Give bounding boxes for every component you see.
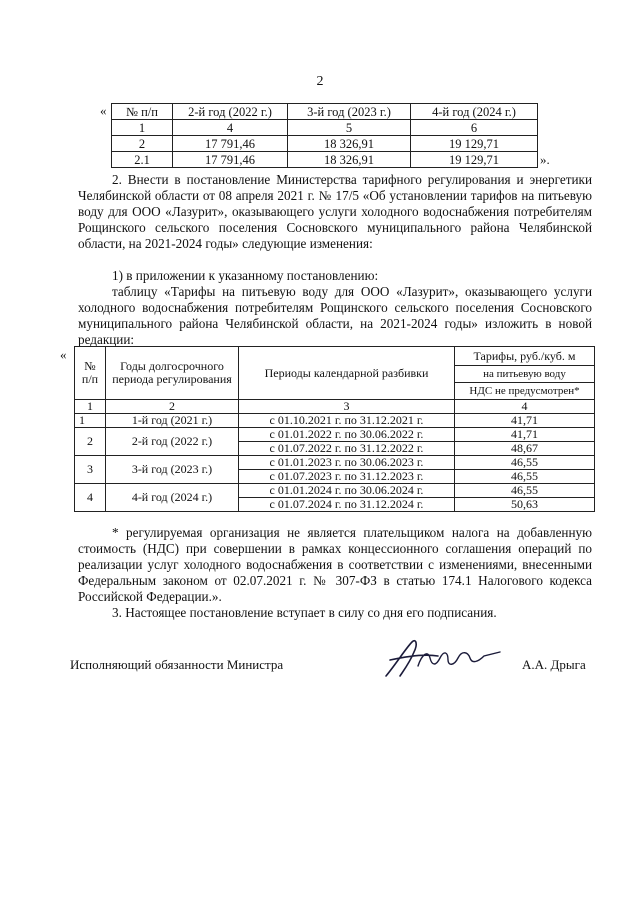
row-year: 2-й год (2022 г.) <box>106 428 239 456</box>
row-tariff: 46,55 <box>455 470 595 484</box>
table-cell: 17 791,46 <box>173 152 288 168</box>
row-period: с 01.10.2021 г. по 31.12.2021 г. <box>239 414 455 428</box>
row-period: с 01.01.2022 г. по 30.06.2022 г. <box>239 428 455 442</box>
row-tariff: 41,71 <box>455 428 595 442</box>
footnote-text: * регулируемая организация не является плательщиком налога на добавленную стоимость (НДС) при совершении в рамках концессионного соглашения операций по реализации услуг холодного водоснабжения в соответствии с изменениями, внесенными Федеральным законом от 02.07.2021 г. № 307-ФЗ в статью 174.1 Налогового кодекса Российской Федерации.». <box>78 525 592 604</box>
row-tariff: 50,63 <box>455 498 595 512</box>
table-paragraph <box>78 284 592 348</box>
row-period: с 01.01.2023 г. по 30.06.2023 г. <box>239 456 455 470</box>
row-tariff: 46,55 <box>455 456 595 470</box>
header-period: Годы долгосрочного периода регулирования <box>106 347 239 400</box>
table1-open-quote: « <box>100 103 107 118</box>
header-cell: 2-й год (2022 г.) <box>173 104 288 120</box>
row-num: 2 <box>75 428 106 456</box>
table-row <box>112 136 538 152</box>
table-cell: 18 326,91 <box>288 152 411 168</box>
page-number: 2 <box>316 74 324 89</box>
column-number-row <box>75 400 595 414</box>
table-row <box>75 484 595 498</box>
table-header-row <box>112 104 538 120</box>
paragraph-2-text: 2. Внести в постановление Министерства тарифного регулирования и энергетики Челябинской области от 08 апреля 2021 г. № 17/5 «Об установлении тарифов на питьевую воду для ООО «Лазурит», оказывающего услуги холодного водоснабжения потребителям Рощинского сельского поселения Сосновского муниципального района Челябинской области, на 2021-2024 годы» следующие изменения: <box>78 172 592 251</box>
row-tariff: 48,67 <box>455 442 595 456</box>
header-vat: НДС не предусмотрен* <box>455 383 595 400</box>
table-cell: 17 791,46 <box>173 136 288 152</box>
row-tariff: 46,55 <box>455 484 595 498</box>
column-number: 4 <box>455 400 595 414</box>
table1-close-quote: ». <box>540 152 550 167</box>
tariff-summary-table <box>111 103 538 168</box>
table-row <box>112 152 538 168</box>
table-cell: 5 <box>288 120 411 136</box>
table-row <box>112 120 538 136</box>
row-year: 1-й год (2021 г.) <box>106 414 239 428</box>
table-cell: 18 326,91 <box>288 136 411 152</box>
header-calendar: Периоды календарной разбивки <box>239 347 455 400</box>
table-cell: 6 <box>411 120 538 136</box>
table-row <box>75 428 595 442</box>
header-cell: 3-й год (2023 г.) <box>288 104 411 120</box>
header-tariff: Тарифы, руб./куб. м <box>455 347 595 366</box>
table-cell: 4 <box>173 120 288 136</box>
header-water: на питьевую воду <box>455 366 595 383</box>
table-cell: 19 129,71 <box>411 152 538 168</box>
row-tariff: 41,71 <box>455 414 595 428</box>
header-cell: № п/п <box>112 104 173 120</box>
row-period: с 01.07.2023 г. по 31.12.2023 г. <box>239 470 455 484</box>
table2-open-quote: « <box>60 347 67 362</box>
header-cell: 4-й год (2024 г.) <box>411 104 538 120</box>
table-row <box>75 456 595 470</box>
signatory-name: А.А. Дрыга <box>522 657 586 672</box>
table-cell: 2.1 <box>112 152 173 168</box>
row-year: 3-й год (2023 г.) <box>106 456 239 484</box>
column-number: 3 <box>239 400 455 414</box>
paragraph-2 <box>78 172 592 252</box>
row-num: 3 <box>75 456 106 484</box>
row-period: с 01.07.2022 г. по 31.12.2022 г. <box>239 442 455 456</box>
table-row <box>75 414 595 428</box>
table-header-row <box>75 347 595 366</box>
item-1: 1) в приложении к указанному постановлению: <box>112 268 379 283</box>
row-num: 4 <box>75 484 106 512</box>
row-period: с 01.01.2024 г. по 30.06.2024 г. <box>239 484 455 498</box>
footnote <box>78 525 592 605</box>
table-cell: 19 129,71 <box>411 136 538 152</box>
handwritten-signature <box>378 636 508 684</box>
column-number: 1 <box>75 400 106 414</box>
table-paragraph-text: таблицу «Тарифы на питьевую воду для ООО «Лазурит», оказывающего услуги холодного водоснабжения потребителям Рощинского сельского поселения Сосновского муниципального района Челябинской области, на 2021-2024 годы» изложить в новой редакции: <box>78 284 592 347</box>
tariff-detail-table <box>74 346 595 512</box>
signatory-position: Исполняющий обязанности Министра <box>70 657 284 672</box>
paragraph-3: 3. Настоящее постановление вступает в силу со дня его подписания. <box>112 605 497 620</box>
row-num: 1 <box>75 414 106 428</box>
table-cell: 2 <box>112 136 173 152</box>
header-num: № п/п <box>75 347 106 400</box>
table-cell: 1 <box>112 120 173 136</box>
row-period: с 01.07.2024 г. по 31.12.2024 г. <box>239 498 455 512</box>
column-number: 2 <box>106 400 239 414</box>
row-year: 4-й год (2024 г.) <box>106 484 239 512</box>
